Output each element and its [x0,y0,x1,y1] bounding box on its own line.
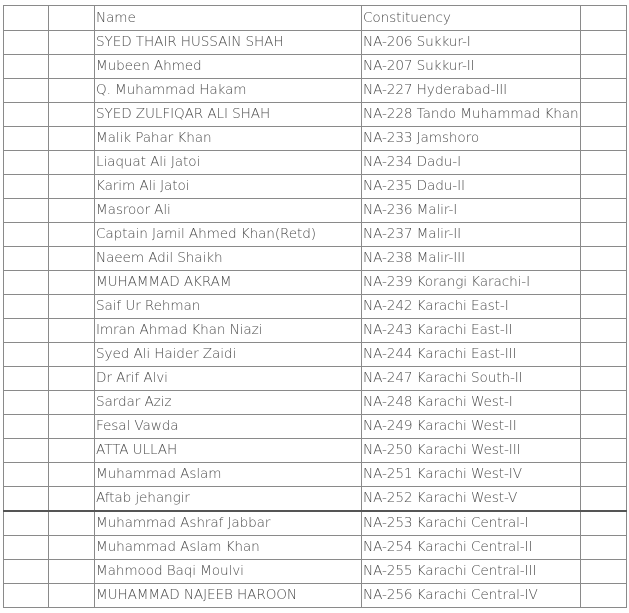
table-row [4,295,627,319]
row-cell-empty [49,271,95,295]
row-cell-empty [581,439,627,463]
row-cell-empty [581,271,627,295]
row-cell-empty [581,295,627,319]
row-cell-empty [4,199,49,223]
table-row [4,103,627,127]
row-cell-constituency: NA-233 Jamshoro [362,127,581,151]
row-cell-empty [4,295,49,319]
row-cell-empty [4,55,49,79]
row-cell-empty [581,319,627,343]
row-cell-empty [49,343,95,367]
row-cell-constituency: NA-249 Karachi West-II [362,415,581,439]
table-row [4,127,627,151]
row-cell-empty [4,271,49,295]
row-cell-constituency: NA-239 Korangi Karachi-I [362,271,581,295]
row-cell-empty [49,487,95,512]
row-cell-name: Q. Muhammad Hakam [95,79,362,103]
row-cell-constituency: NA-248 Karachi West-I [362,391,581,415]
row-cell-empty [4,223,49,247]
table-row [4,536,627,560]
table-row [4,151,627,175]
row-cell-constituency: NA-254 Karachi Central-II [362,536,581,560]
row-cell-name: ATTA ULLAH [95,439,362,463]
row-cell-empty [581,199,627,223]
row-cell-empty [4,343,49,367]
row-cell-empty [581,584,627,608]
row-cell-empty [581,391,627,415]
row-cell-empty [4,560,49,584]
row-cell-name: Imran Ahmad Khan Niazi [95,319,362,343]
row-cell-empty [581,151,627,175]
row-cell-name: Liaquat Ali Jatoi [95,151,362,175]
table-row [4,511,627,536]
table-row [4,439,627,463]
row-cell-empty [4,31,49,55]
row-cell-constituency: NA-234 Dadu-I [362,151,581,175]
row-cell-empty [581,511,627,536]
row-cell-empty [4,463,49,487]
row-cell-empty [581,463,627,487]
table-row [4,223,627,247]
table-row [4,175,627,199]
row-cell-constituency: NA-251 Karachi West-IV [362,463,581,487]
row-cell-empty [49,199,95,223]
row-cell-constituency: NA-236 Malir-I [362,199,581,223]
row-cell-constituency: NA-237 Malir-II [362,223,581,247]
row-cell-name: Saif Ur Rehman [95,295,362,319]
row-cell-empty [49,511,95,536]
row-cell-empty [4,439,49,463]
table-row [4,343,627,367]
row-cell-empty [581,79,627,103]
table-row [4,199,627,223]
row-cell-name: Masroor Ali [95,199,362,223]
row-cell-empty [4,415,49,439]
row-cell-empty [4,511,49,536]
row-cell-empty [581,560,627,584]
row-cell-empty [581,31,627,55]
row-cell-constituency: NA-242 Karachi East-I [362,295,581,319]
members-table-body [4,6,627,608]
row-cell-name: Mubeen Ahmed [95,55,362,79]
row-cell-empty [4,391,49,415]
row-cell-name: Sardar Aziz [95,391,362,415]
row-cell-empty [581,55,627,79]
row-cell-name: Captain Jamil Ahmed Khan(Retd) [95,223,362,247]
row-cell-empty [4,536,49,560]
row-cell-empty [581,103,627,127]
table-row [4,391,627,415]
header-cell-constituency: Constituency [362,6,581,31]
row-cell-empty [581,223,627,247]
row-cell-empty [49,295,95,319]
row-cell-empty [49,79,95,103]
row-cell-empty [4,103,49,127]
table-row [4,463,627,487]
row-cell-name: Muhammad Aslam [95,463,362,487]
row-cell-constituency: NA-207 Sukkur-II [362,55,581,79]
header-cell-empty-2 [49,6,95,31]
row-cell-name: Dr Arif Alvi [95,367,362,391]
row-cell-name: Mahmood Baqi Moulvi [95,560,362,584]
row-cell-empty [4,151,49,175]
table-header-row [4,6,627,31]
table-row [4,367,627,391]
row-cell-empty [49,463,95,487]
table-row [4,584,627,608]
row-cell-empty [581,343,627,367]
table-row [4,247,627,271]
row-cell-empty [49,560,95,584]
row-cell-constituency: NA-227 Hyderabad-III [362,79,581,103]
row-cell-constituency: NA-256 Karachi Central-IV [362,584,581,608]
table-row [4,79,627,103]
table-row [4,487,627,512]
row-cell-empty [49,391,95,415]
row-cell-empty [581,127,627,151]
row-cell-empty [49,223,95,247]
row-cell-name: MUHAMMAD NAJEEB HAROON [95,584,362,608]
row-cell-empty [4,584,49,608]
row-cell-name: SYED THAIR HUSSAIN SHAH [95,31,362,55]
row-cell-name: Karim Ali Jatoi [95,175,362,199]
row-cell-empty [49,127,95,151]
row-cell-empty [4,79,49,103]
row-cell-empty [49,247,95,271]
row-cell-constituency: NA-206 Sukkur-I [362,31,581,55]
table-row [4,271,627,295]
row-cell-constituency: NA-238 Malir-III [362,247,581,271]
row-cell-constituency: NA-228 Tando Muhammad Khan [362,103,581,127]
row-cell-name: Muhammad Aslam Khan [95,536,362,560]
row-cell-empty [49,415,95,439]
row-cell-empty [49,55,95,79]
row-cell-constituency: NA-244 Karachi East-III [362,343,581,367]
row-cell-empty [581,536,627,560]
row-cell-empty [49,584,95,608]
members-table-container [3,5,626,608]
row-cell-name: SYED ZULFIQAR ALI SHAH [95,103,362,127]
row-cell-name: Naeem Adil Shaikh [95,247,362,271]
table-row [4,31,627,55]
row-cell-empty [4,367,49,391]
header-cell-empty-1 [4,6,49,31]
row-cell-name: Aftab jehangir [95,487,362,512]
row-cell-empty [4,319,49,343]
row-cell-constituency: NA-243 Karachi East-II [362,319,581,343]
table-row [4,560,627,584]
row-cell-empty [49,439,95,463]
row-cell-name: Fesal Vawda [95,415,362,439]
row-cell-name: Malik Pahar Khan [95,127,362,151]
row-cell-constituency: NA-255 Karachi Central-III [362,560,581,584]
row-cell-name: Syed Ali Haider Zaidi [95,343,362,367]
row-cell-empty [4,247,49,271]
row-cell-empty [4,175,49,199]
row-cell-empty [581,487,627,512]
row-cell-empty [581,415,627,439]
row-cell-empty [49,175,95,199]
row-cell-empty [581,247,627,271]
row-cell-empty [49,151,95,175]
header-cell-name: Name [95,6,362,31]
row-cell-empty [581,367,627,391]
table-row [4,415,627,439]
members-table [3,5,627,608]
row-cell-empty [49,319,95,343]
row-cell-constituency: NA-247 Karachi South-II [362,367,581,391]
table-row [4,55,627,79]
header-cell-empty-3 [581,6,627,31]
row-cell-name: Muhammad Ashraf Jabbar [95,511,362,536]
row-cell-empty [49,367,95,391]
table-row [4,319,627,343]
row-cell-empty [581,175,627,199]
row-cell-empty [4,487,49,512]
row-cell-empty [49,103,95,127]
row-cell-constituency: NA-250 Karachi West-III [362,439,581,463]
row-cell-constituency: NA-235 Dadu-II [362,175,581,199]
row-cell-empty [4,127,49,151]
row-cell-empty [49,536,95,560]
row-cell-name: MUHAMMAD AKRAM [95,271,362,295]
row-cell-empty [49,31,95,55]
row-cell-constituency: NA-252 Karachi West-V [362,487,581,512]
row-cell-constituency: NA-253 Karachi Central-I [362,511,581,536]
